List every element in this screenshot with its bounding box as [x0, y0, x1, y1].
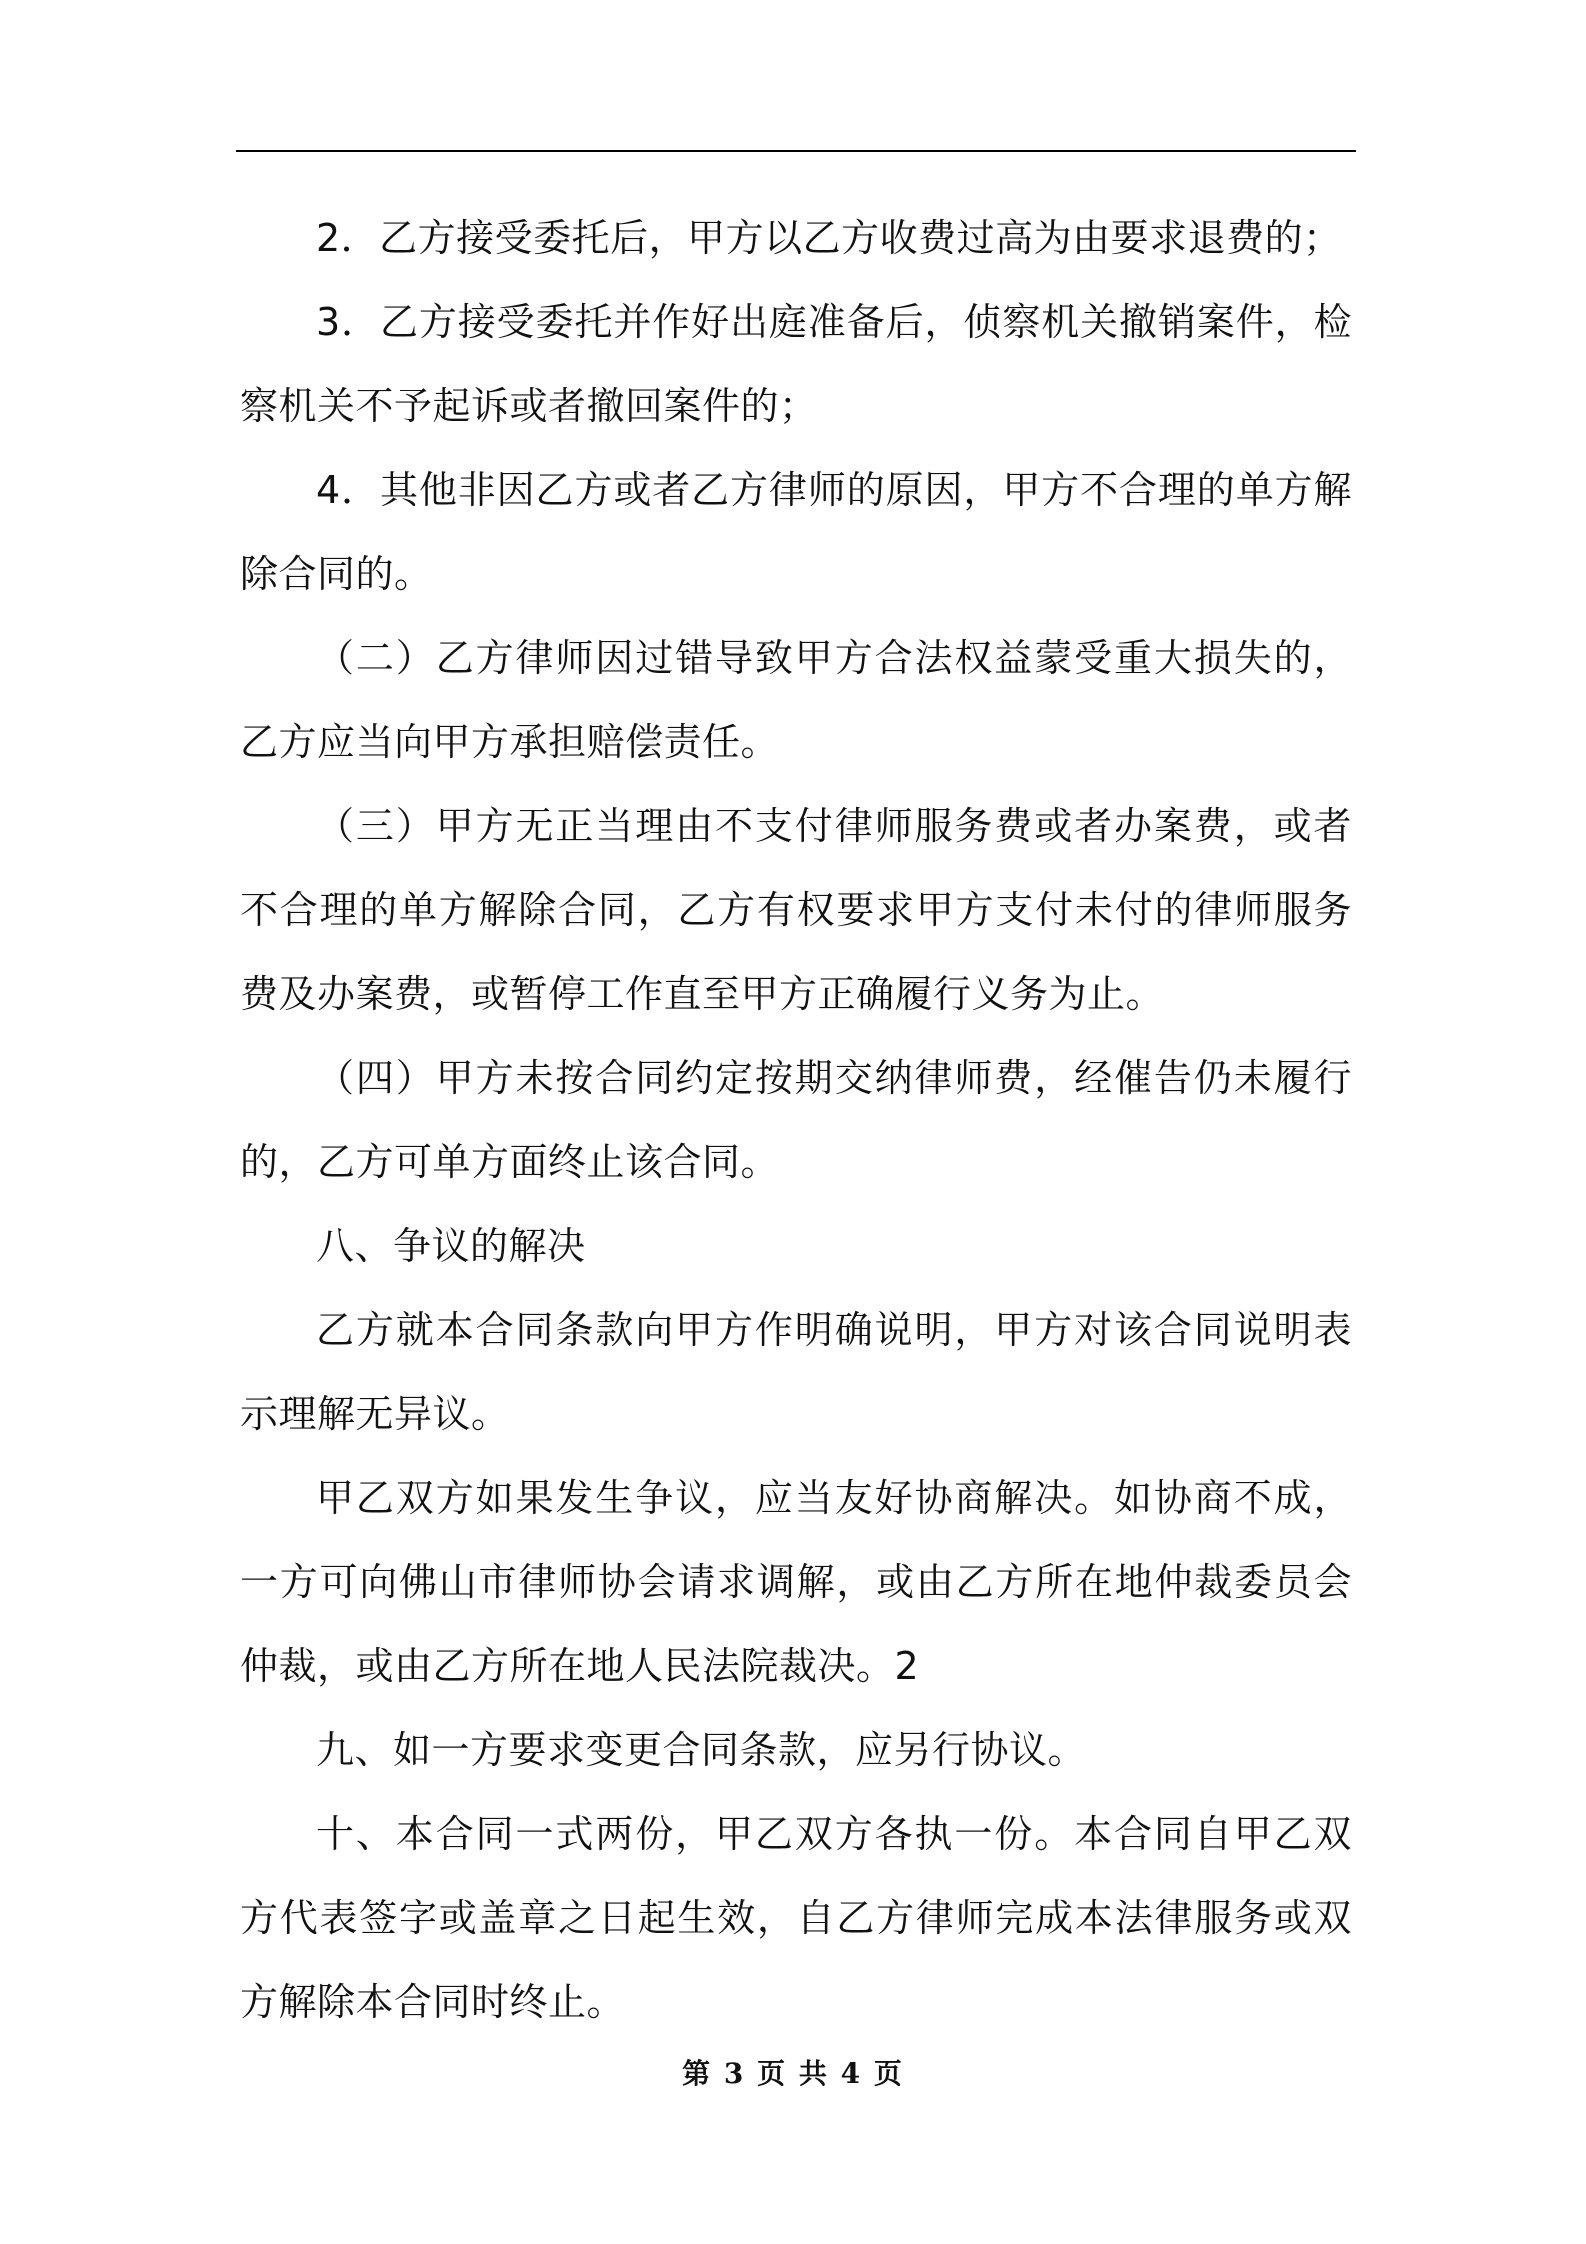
paragraph-clause-3: 3．乙方接受委托并作好出庭准备后，侦察机关撤销案件，检察机关不予起诉或者撤回案件的； [240, 300, 1352, 428]
paragraph-section-4: （四）甲方未按合同约定按期交纳律师费，经催告仍未履行的，乙方可单方面终止该合同。 [240, 1056, 1352, 1184]
paragraph-clause-2: 2．乙方接受委托后，甲方以乙方收费过高为由要求退费的； [316, 216, 1342, 260]
paragraph-dispute: 甲乙双方如果发生争议，应当友好协商解决。如协商不成，一方可向佛山市律师协会请求调解，或由乙方所在地仲裁委员会仲裁，或由乙方所在地人民法院裁决。2 [240, 1476, 1352, 1688]
heading-dispute-resolution: 八、争议的解决 [316, 1224, 586, 1268]
header-rule [236, 150, 1356, 152]
paragraph-section-3: （三）甲方无正当理由不支付律师服务费或者办案费，或者不合理的单方解除合同，乙方有权要求甲方支付未付的律师服务费及办案费，或暂停工作直至甲方正确履行义务为止。 [240, 804, 1352, 1016]
page-number-footer: 第 3 页 共 4 页 [682, 2057, 904, 2090]
paragraph-section-2: （二）乙方律师因过错导致甲方合法权益蒙受重大损失的，乙方应当向甲方承担赔偿责任。 [240, 636, 1352, 764]
document-body [240, 196, 1352, 2044]
paragraph-article-10: 十、本合同一式两份，甲乙双方各执一份。本合同自甲乙双方代表签字或盖章之日起生效，自乙方律师完成本法律服务或双方解除本合同时终止。 [240, 1812, 1352, 2024]
paragraph-article-9: 九、如一方要求变更合同条款，应另行协议。 [316, 1728, 1087, 1772]
paragraph-clause-4: 4．其他非因乙方或者乙方律师的原因，甲方不合理的单方解除合同的。 [240, 468, 1352, 596]
paragraph-explanation: 乙方就本合同条款向甲方作明确说明，甲方对该合同说明表示理解无异议。 [240, 1308, 1352, 1436]
